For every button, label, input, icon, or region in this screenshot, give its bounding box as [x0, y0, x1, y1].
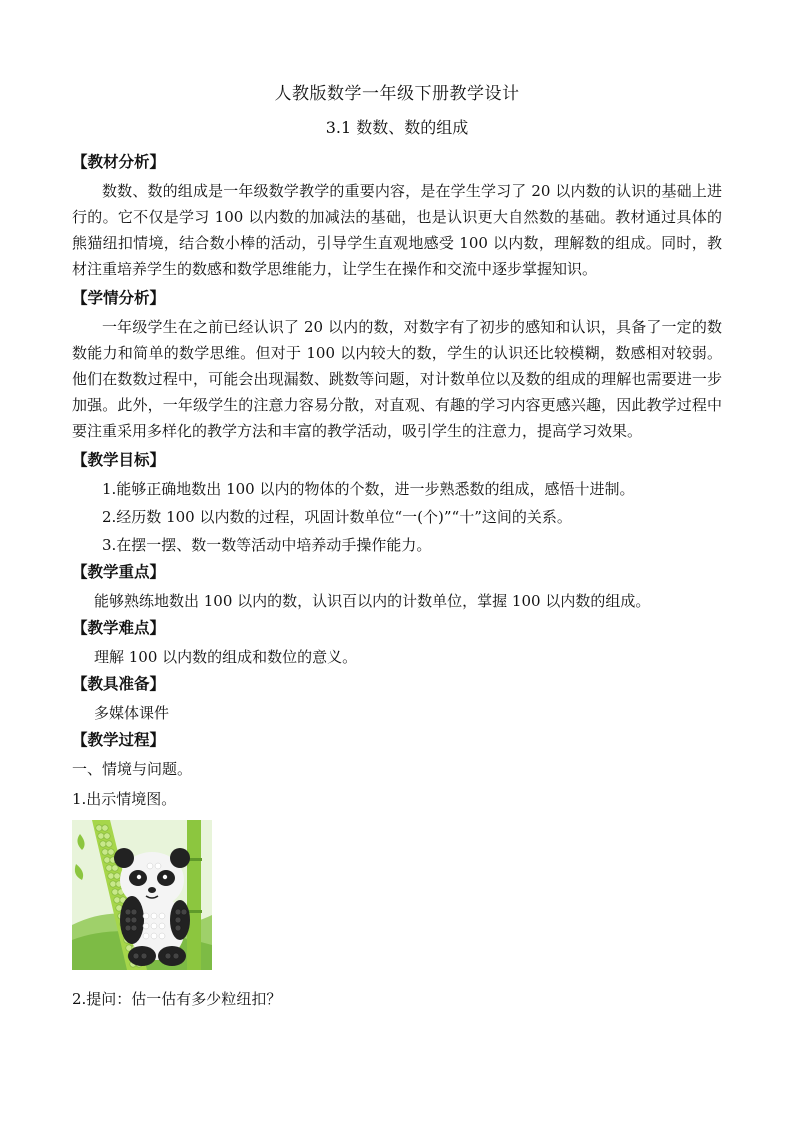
- panda-eye-left: [137, 875, 141, 879]
- goal-item-2: 2.经历数 100 以内数的过程，巩固计数单位“一(个)”“十”这间的关系。: [102, 508, 572, 526]
- panda-nose: [148, 887, 156, 893]
- panda-leg-right: [158, 946, 186, 966]
- panda-buttons-image: [72, 820, 212, 970]
- heading-teaching-process: 【教学过程】: [72, 731, 166, 749]
- paragraph-key-points: 能够熟练地数出 100 以内的数，认识百以内的计数单位，掌握 100 以内数的组成。: [94, 592, 651, 610]
- process-step-1: 一、情境与问题。: [72, 760, 193, 778]
- bamboo-right: [187, 820, 201, 970]
- heading-key-points: 【教学重点】: [72, 563, 166, 581]
- goal-item-3: 3.在摆一摆、数一数等活动中培养动手操作能力。: [102, 536, 432, 554]
- panda-ear-left: [114, 848, 134, 868]
- paragraph-teaching-tools: 多媒体课件: [94, 704, 170, 722]
- paragraph-material-analysis: 数数、数的组成是一年级数学教学的重要内容，是在学生学习了 20 以内数的认识的基础上进行的。它不仅是学习 100 以内数的加减法的基础，也是认识更大自然数的基础。教材通过具体的熊猫纽扣情境，结合数小棒的活动，引导学生直观地感受 100 以内数，理解数的组成。同时，教材注重培养学生的数感和数学思维能力，让学生在操作和交流中逐步掌握知识。: [72, 182, 722, 278]
- heading-teaching-goals: 【教学目标】: [72, 451, 166, 469]
- process-step-1-2: 2.提问：估一估有多少粒纽扣？: [72, 990, 282, 1008]
- heading-difficulties: 【教学难点】: [72, 619, 166, 637]
- panda-eye-right: [163, 875, 167, 879]
- heading-student-analysis: 【学情分析】: [72, 289, 166, 307]
- paragraph-student-analysis: 一年级学生在之前已经认识了 20 以内的数，对数字有了初步的感知和认识，具备了一定的数数能力和简单的数学思维。但对于 100 以内较大的数，学生的认识还比较模糊，数感相对较弱。他们在数数过程中，可能会出现漏数、跳数等问题，对计数单位以及数的组成的理解也需要进一步加强。此外，一年级学生的注意力容易分散，对直观、有趣的学习内容更感兴趣，因此教学过程中要注重采用多样化的教学方法和丰富的教学活动，吸引学生的注意力，提高学习效果。: [72, 318, 722, 440]
- goal-item-1: 1.能够正确地数出 100 以内的物体的个数，进一步熟悉数的组成，感悟十进制。: [102, 480, 635, 498]
- heading-material-analysis: 【教材分析】: [72, 153, 166, 171]
- heading-teaching-tools: 【教具准备】: [72, 675, 166, 693]
- panda-ear-right: [170, 848, 190, 868]
- document-title: 人教版数学一年级下册教学设计: [274, 84, 520, 104]
- process-step-1-1: 1.出示情境图。: [72, 790, 177, 808]
- lesson-title: 3.1 数数、数的组成: [325, 118, 469, 137]
- paragraph-difficulties: 理解 100 以内数的组成和数位的意义。: [94, 648, 358, 666]
